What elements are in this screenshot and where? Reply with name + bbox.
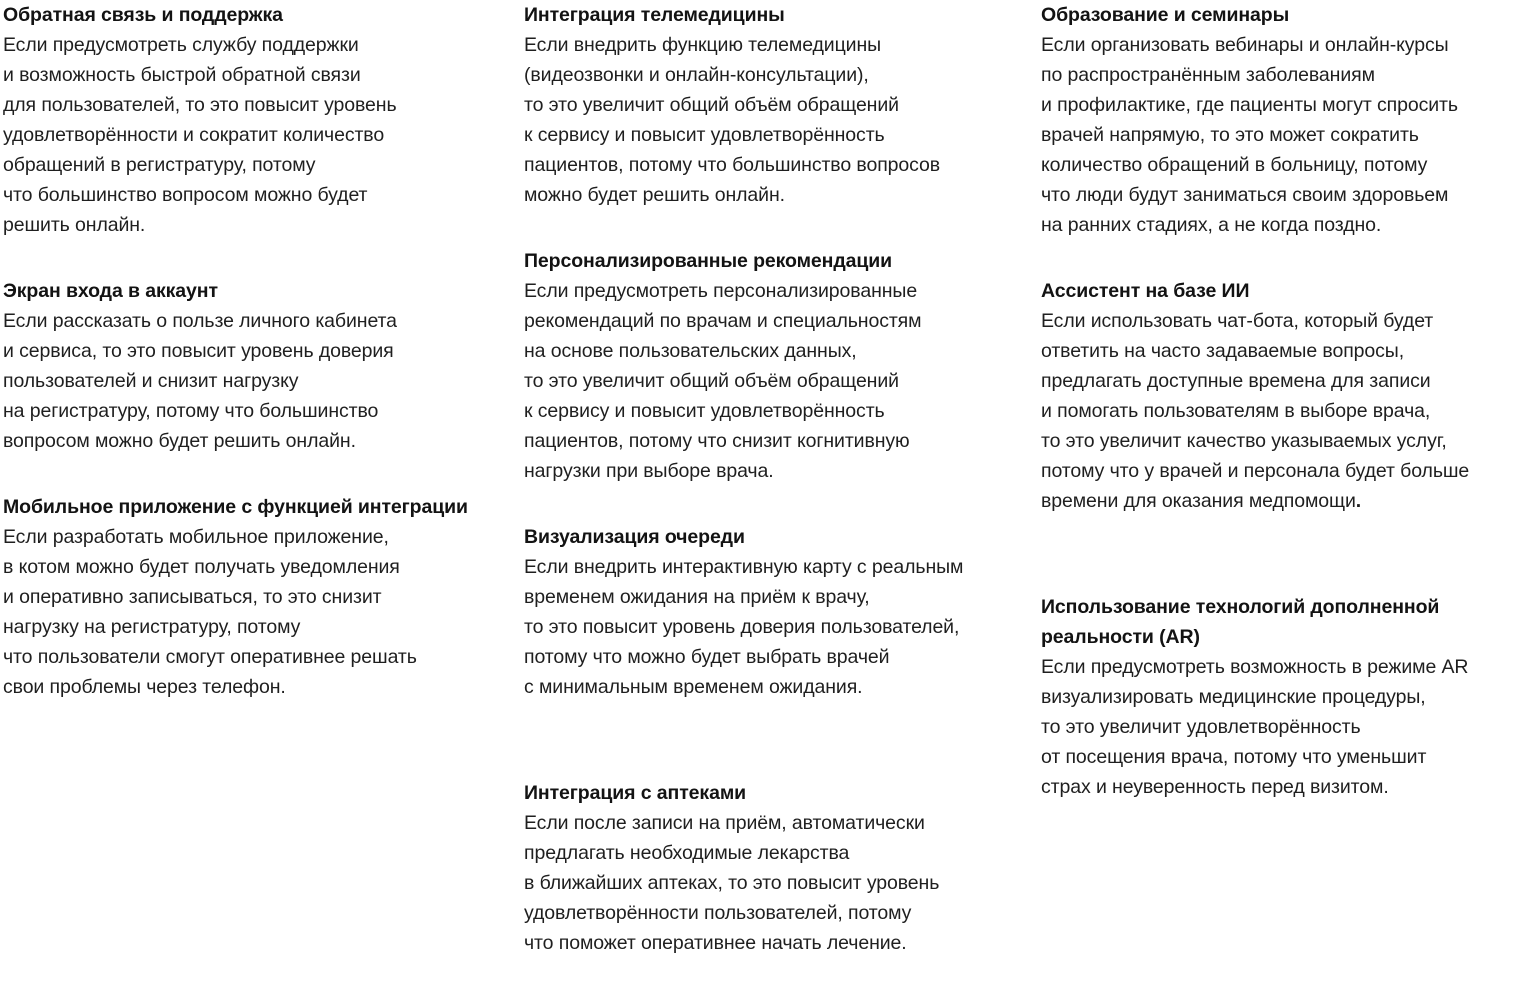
block-body: Если внедрить функцию телемедицины (видеозвонки и онлайн-консультации), то это увеличит общий объём обращений к сервису и повысит удовлетворённость пациентов, потому что большинство вопросов можно будет решить онлайн. (524, 34, 941, 206)
block-heading: Персонализированные рекомендации (524, 250, 893, 272)
text-column-1 (3, 0, 503, 738)
text-column-2 (524, 0, 1029, 994)
block-body: Если после записи на приём, автоматически предлагать необходимые лекарства в ближайших аптеках, то это повысит уровень удовлетворённости пользователей, потому что поможет оперативнее начать лечение. (524, 812, 940, 954)
block-body: Если разработать мобильное приложение, в котом можно будет получать уведомления и оперативно записываться, то это снизит нагрузку на регистратуру, потому что пользователи смогут оперативнее решать свои проблемы через телефон. (3, 526, 417, 698)
text-block (1041, 276, 1533, 516)
text-block (524, 778, 1029, 958)
block-body: Если предусмотреть персонализированные рекомендаций по врачам и специальностям на основе пользовательских данных, то это увеличит общий объём обращений к сервису и повысит удовлетворённость пациентов, потому что снизит когнитивную нагрузки при выборе врача. (524, 280, 922, 482)
text-block (524, 0, 1029, 210)
block-heading: Образование и семинары (1041, 4, 1290, 26)
text-block (524, 522, 1029, 702)
text-block (1041, 0, 1533, 240)
block-body: Если организовать вебинары и онлайн-курсы по распространённым заболеваниям и профилактике, где пациенты могут спросить врачей напрямую, то это может сократить количество обращений в больницу, потому что люди будут заниматься своим здоровьем на ранних стадиях, а не когда поздно. (1041, 34, 1458, 236)
text-column-3 (1041, 0, 1533, 838)
text-block (524, 246, 1029, 486)
block-heading: Интеграция с аптеками (524, 782, 747, 804)
block-heading: Экран входа в аккаунт (3, 280, 218, 302)
block-heading: Ассистент на базе ИИ (1041, 280, 1250, 302)
text-block (3, 492, 503, 702)
block-body: Если предусмотреть службу поддержки и возможность быстрой обратной связи для пользователей, то это повысит уровень удовлетворённости и сократит количество обращений в регистратуру, потому что большинство вопросом можно будет решить онлайн. (3, 34, 397, 236)
block-heading: Визуализация очереди (524, 526, 745, 548)
block-body: Если использовать чат-бота, который будет ответить на часто задаваемые вопросы, предлагать доступные времена для записи и помогать пользователям в выборе врача, то это увеличит качество указываемых услуг, потому что у врачей и персонала будет больше времени для оказания медпомощи. (1041, 310, 1470, 512)
block-body: Если рассказать о пользе личного кабинета и сервиса, то это повысит уровень доверия пользователей и снизит нагрузку на регистратуру, потому что большинство вопросом можно будет решить онлайн. (3, 310, 397, 452)
block-heading: Использование технологий дополненной реальности (AR) (1041, 596, 1440, 648)
block-heading: Мобильное приложение с функцией интеграции (3, 496, 468, 518)
block-body: Если предусмотреть возможность в режиме AR визуализировать медицинские процедуры, то это увеличит удовлетворённость от посещения врача, потому что уменьшит страх и неуверенность перед визитом. (1041, 656, 1469, 798)
text-block (1041, 592, 1533, 802)
block-heading: Обратная связь и поддержка (3, 4, 283, 26)
text-block (3, 0, 503, 240)
text-block (3, 276, 503, 456)
block-body: Если внедрить интерактивную карту с реальным временем ожидания на приём к врачу, то это повысит уровень доверия пользователей, потому что можно будет выбрать врачей с минимальным временем ожидания. (524, 556, 964, 698)
block-heading: Интеграция телемедицины (524, 4, 785, 26)
trailing-bold-punctuation: . (1355, 490, 1362, 512)
